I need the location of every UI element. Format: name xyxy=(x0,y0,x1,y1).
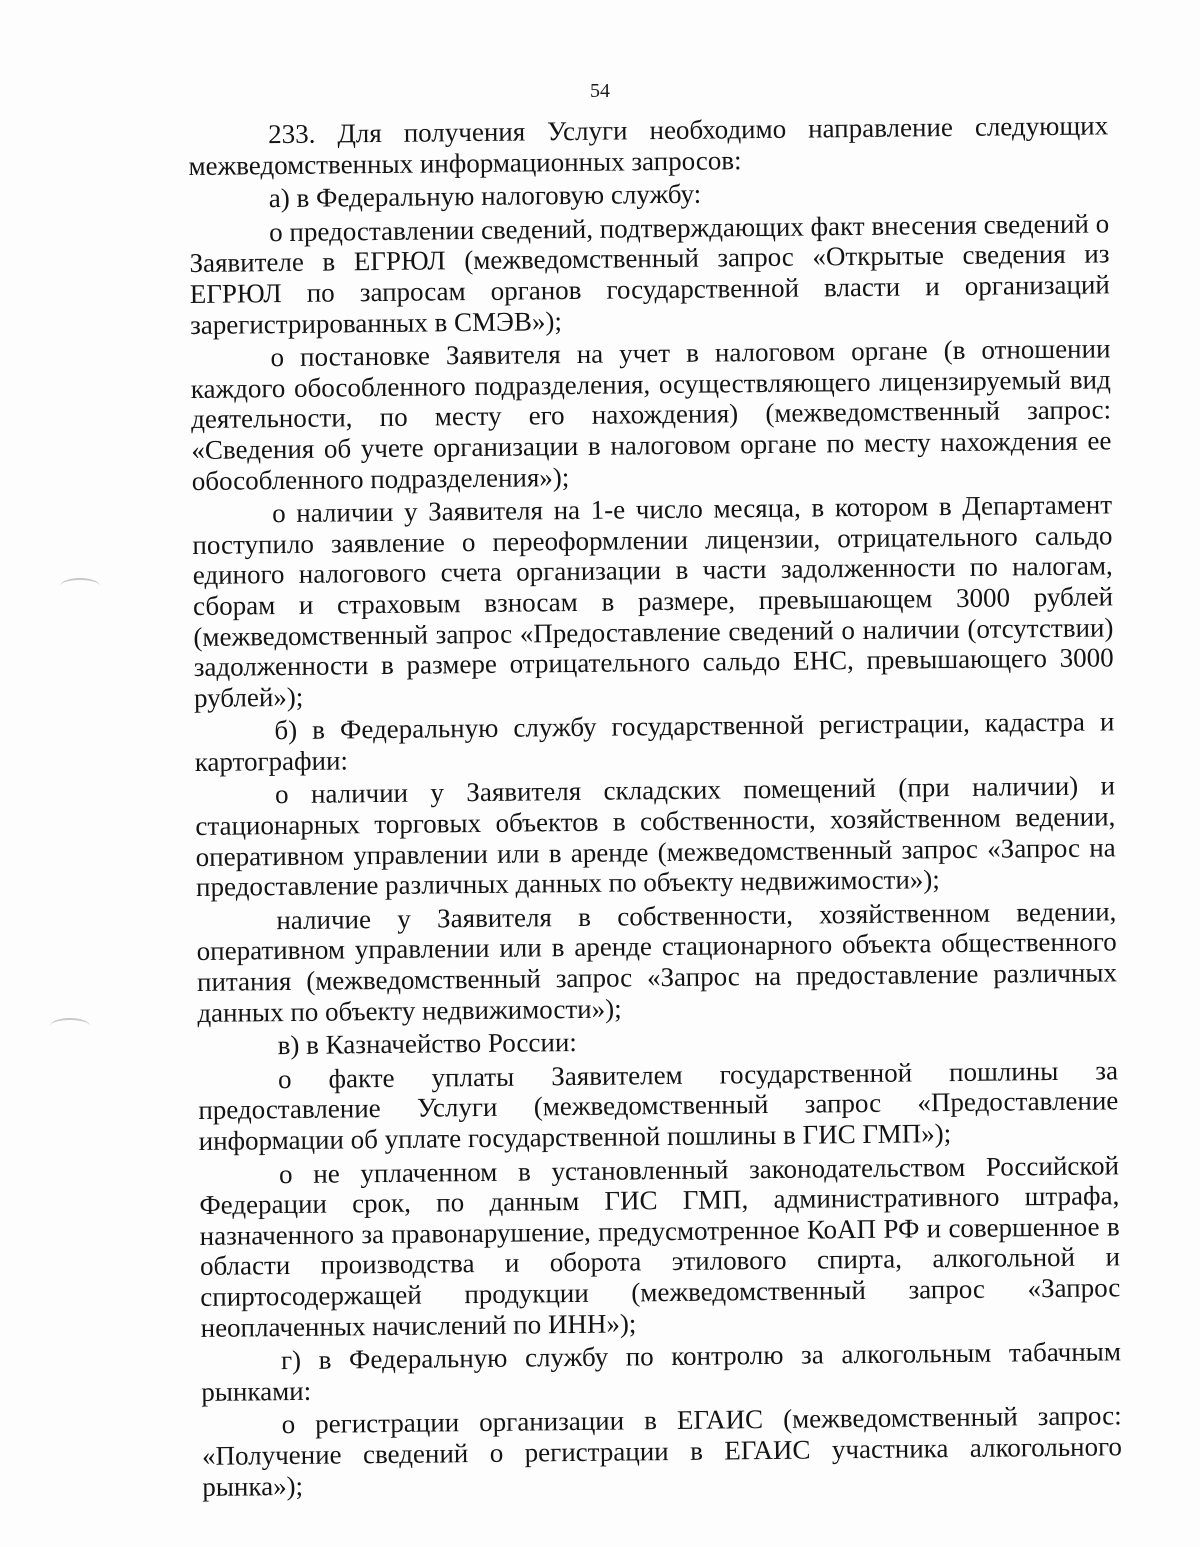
paragraph-233: 233. Для получения Услуги необходимо направление следующих межведомственных информационных запросов: xyxy=(188,110,1109,181)
document-body xyxy=(188,110,1122,1505)
paragraph-item-a: а) в Федеральную налоговую службу: xyxy=(268,178,702,214)
paragraph-tax-registration: о постановке Заявителя на учет в налоговом органе (в отношении каждого обособленного подразделения, осуществляющего лицензируемый вид деятельности, по месту его нахождения) (межведомственный запрос: «Сведения об учете организации в налоговом органе по месту нахождения ее обособленного подразделения»); xyxy=(190,333,1112,496)
page-number: 54 xyxy=(590,80,610,102)
paragraph-item-v: в) в Казначейство России: xyxy=(277,1027,577,1061)
paragraph-catering: наличие у Заявителя в собственности, хозяйственном ведении, оперативном управлении или в аренде стационарного объекта общественного питания (межведомственный запрос «Запрос на предоставление различных данных по объекту недвижимости»); xyxy=(196,896,1118,1028)
paragraph-egrul: о предоставлении сведений, подтверждающих факт внесения сведений о Заявителе в ЕГРЮЛ (межведомственный запрос «Открытые сведения из ЕГРЮЛ по запросам органов государственной власти и организаций зарегистрированных в СМЭВ»); xyxy=(189,208,1110,340)
paragraph-warehouses: о наличии у Заявителя складских помещений (при наличии) и стационарных торговых объектов в собственности, хозяйственном ведении, оперативном управлении или в аренде (межведомственный запрос «Запрос на предоставление различных данных по объекту недвижимости»); xyxy=(195,770,1116,903)
paragraph-item-b: б) в Федеральную службу государственной регистрации, кадастра и картографии: xyxy=(194,706,1115,777)
paragraph-unpaid-fine: о не уплаченном в установленный законодательством Российской Федерации срок, по данным ГИС ГМП, административного штрафа, назначенного за правонарушение, предусмотренное КоАП РФ и совершенное в области производства и оборота этилового спирта, алкогольной и спиртосодержащей продукции (межведомственный запрос «Запрос неоплаченных начислений по ИНН»); xyxy=(199,1149,1121,1343)
scan-mark-top xyxy=(60,578,100,594)
paragraph-egais: о регистрации организации в ЕГАИС (межведомственный запрос: «Получение сведений о регистрации в ЕГАИС участника алкогольного рынка»); xyxy=(201,1400,1123,1502)
paragraph-tax-debt: о наличии у Заявителя на 1-е число месяца, в котором в Департамент поступило заявление о переоформлении лицензии, отрицательного сальдо единого налогового счета организации в части задолженности по налогам, сборам и страховым взносам в размере, превышающем 3000 рублей (межведомственный запрос «Предоставление сведений о наличии (отсутствии) задолженности в размере отрицательного сальдо ЕНС, превышающего 3000 рублей»); xyxy=(192,489,1114,713)
scan-mark-bottom xyxy=(50,1018,90,1034)
paragraph-item-g: г) в Федеральную службу по контролю за алкогольным табачным рынками: xyxy=(201,1336,1122,1407)
paragraph-state-duty: о факте уплаты Заявителем государственной пошлины за предоставление Услуги (межведомственный запрос «Предоставление информации об уплате государственной пошлины в ГИС ГМП»); xyxy=(198,1055,1119,1156)
